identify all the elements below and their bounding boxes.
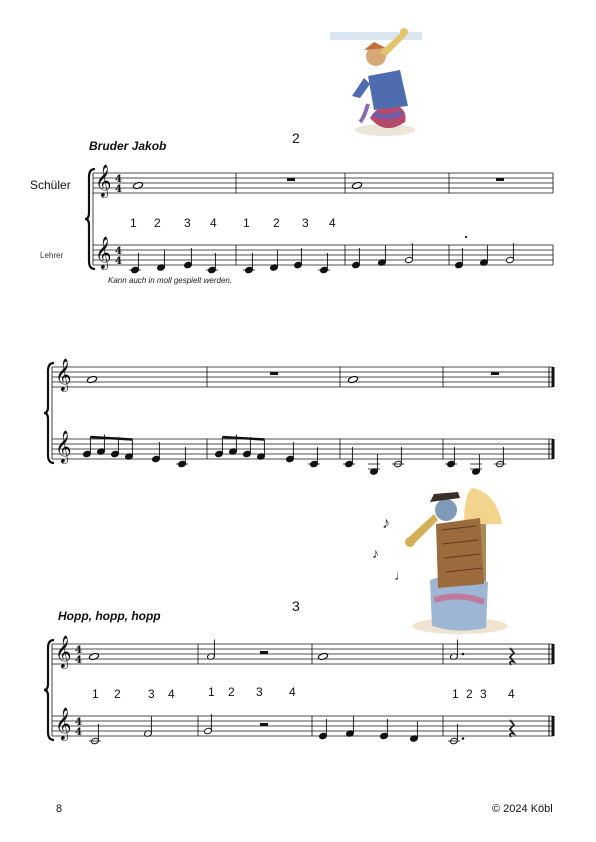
count: 3 [480, 687, 487, 701]
time-signature: 4 [75, 655, 82, 666]
system-bracket [44, 640, 54, 740]
count: 3 [302, 216, 309, 230]
final-barline [552, 439, 555, 459]
svg-text:♪: ♪ [372, 545, 379, 561]
svg-text:♪: ♪ [382, 515, 390, 532]
count: 2 [466, 687, 473, 701]
whole-rest [270, 372, 278, 375]
count: 4 [508, 687, 515, 701]
whole-rest [496, 178, 504, 181]
time-signature: 4 [75, 727, 82, 738]
teacher-staff-label: Lehrer [40, 251, 64, 260]
count: 1 [208, 685, 215, 699]
svg-text:♩: ♩ [394, 567, 408, 583]
count: 4 [329, 216, 336, 230]
augmentation-dot [462, 653, 465, 656]
count: 2 [114, 687, 121, 701]
whole-rest [287, 178, 295, 181]
time-signature: 4 [115, 174, 122, 185]
piece2-title: Hopp, hopp, hopp [58, 609, 161, 623]
count: 4 [210, 216, 217, 230]
copyright: © 2024 Köbl [492, 803, 553, 815]
treble-clef: 𝄞 [55, 635, 72, 668]
piece1-number: 2 [292, 130, 300, 146]
treble-clef: 𝄞 [55, 358, 72, 391]
count: 2 [273, 216, 280, 230]
half-rest [260, 651, 268, 654]
time-signature: 4 [75, 717, 82, 728]
minor-key-note: Kann auch in moll gespielt werden. [108, 276, 233, 285]
count: 2 [154, 216, 161, 230]
treble-clef: 𝄞 [95, 164, 112, 197]
count: 1 [243, 216, 250, 230]
piece2-number: 3 [292, 598, 300, 614]
final-barline [552, 644, 555, 664]
time-signature: 4 [75, 645, 82, 656]
count: 4 [289, 685, 296, 699]
count: 2 [228, 685, 235, 699]
quarter-rest [510, 648, 514, 665]
time-signature: 4 [115, 184, 122, 195]
student-staff-label: Schüler [30, 178, 71, 192]
count: 1 [452, 687, 459, 701]
quarter-rest [510, 720, 514, 737]
time-signature: 4 [115, 256, 122, 267]
page-number: 8 [56, 803, 63, 815]
treble-clef: 𝄞 [95, 236, 112, 269]
count: 3 [256, 685, 263, 699]
piece1-title: Bruder Jakob [89, 139, 167, 153]
final-barline [552, 367, 555, 387]
system-bracket [85, 169, 95, 269]
staccato-dot [465, 236, 467, 238]
half-rest [260, 723, 268, 726]
count: 3 [148, 687, 155, 701]
count: 1 [130, 216, 137, 230]
treble-clef: 𝄞 [55, 707, 72, 740]
count: 3 [184, 216, 191, 230]
count: 4 [168, 687, 175, 701]
system-bracket [44, 363, 54, 463]
treble-clef: 𝄞 [55, 430, 72, 463]
whole-rest [491, 372, 499, 375]
final-barline [552, 716, 555, 736]
count: 1 [92, 687, 99, 701]
augmentation-dot [462, 737, 465, 740]
time-signature: 4 [115, 246, 122, 257]
